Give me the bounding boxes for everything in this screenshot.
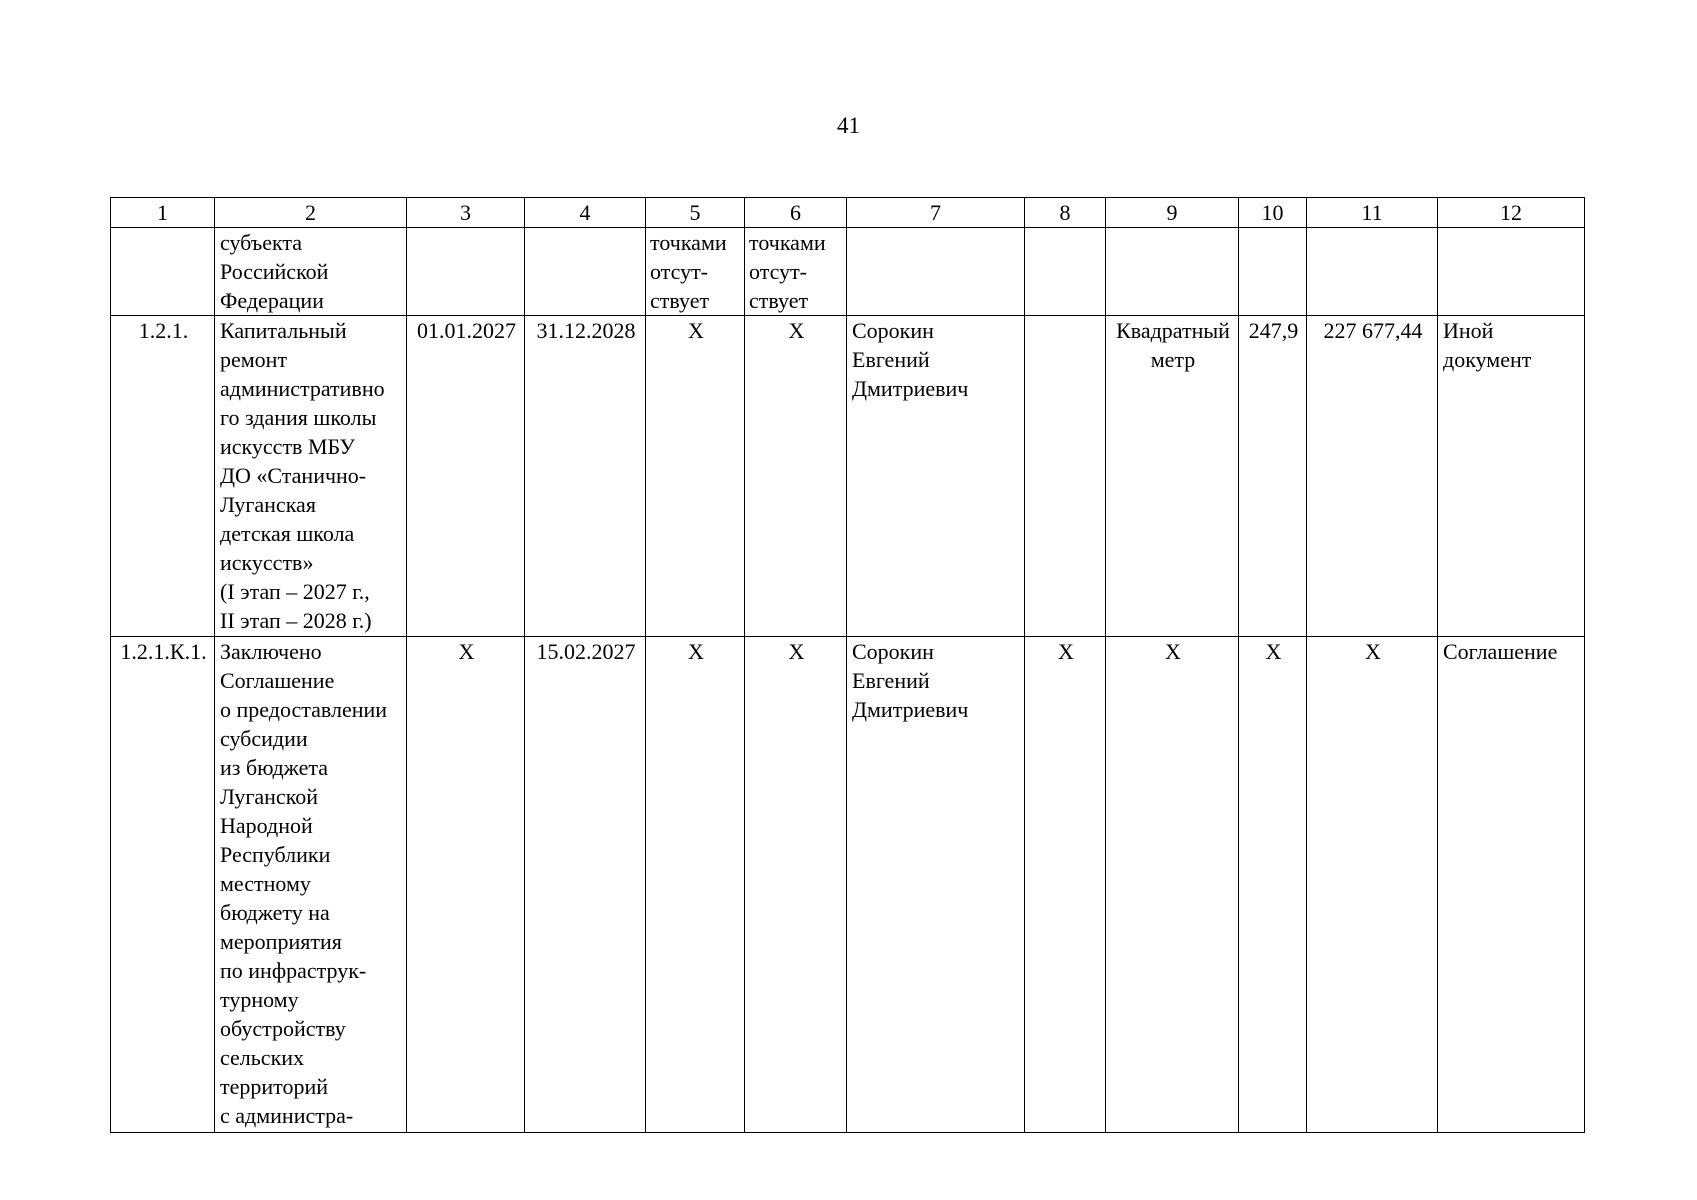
column-header: 12 [1438,198,1585,228]
column-header: 4 [525,198,646,228]
column-6-cell: X [745,316,847,637]
responsible-cell: Сорокин Евгений Дмитриевич [847,637,1025,1133]
table-row [111,228,1585,316]
document-type-cell: Иной документ [1438,316,1585,637]
responsible-cell [847,228,1025,316]
column-number-header-row [111,198,1585,228]
end-date-cell: 31.12.2028 [525,316,646,637]
column-header: 5 [646,198,745,228]
column-5-cell: точками отсут- ствует [646,228,745,316]
column-header: 3 [407,198,525,228]
table-row [111,637,1585,1133]
unit-cell [1106,228,1239,316]
column-header: 8 [1025,198,1106,228]
end-date-cell: 15.02.2027 [525,637,646,1133]
column-header: 1 [111,198,215,228]
unit-cell: X [1106,637,1239,1133]
amount-cell: X [1307,637,1438,1133]
amount-cell [1307,228,1438,316]
responsible-cell: Сорокин Евгений Дмитриевич [847,316,1025,637]
row-number-cell: 1.2.1.К.1. [111,637,215,1133]
description-cell: Заключено Соглашение о предоставлении субсидии из бюджета Луганской Народной Республики местному бюджету на мероприятия по инфраструк- турному обустройству сельских территорий с администра- [215,637,407,1133]
start-date-cell: X [407,637,525,1133]
start-date-cell: 01.01.2027 [407,316,525,637]
column-header: 10 [1239,198,1307,228]
column-8-cell: X [1025,637,1106,1133]
description-cell: Капитальный ремонт административно го здания школы искусств МБУ ДО «Станично- Луганская детская школа искусств» (I этап – 2027 г., II этап – 2028 г.) [215,316,407,637]
value-cell [1239,228,1307,316]
page-number: 41 [837,113,860,138]
row-number-cell [111,228,215,316]
column-6-cell: X [745,637,847,1133]
column-header: 6 [745,198,847,228]
value-cell: X [1239,637,1307,1133]
column-header: 7 [847,198,1025,228]
start-date-cell [407,228,525,316]
document-type-cell: Соглашение [1438,637,1585,1133]
document-type-cell [1438,228,1585,316]
unit-cell: Квадратный метр [1106,316,1239,637]
value-cell: 247,9 [1239,316,1307,637]
table-row [111,316,1585,637]
column-header: 2 [215,198,407,228]
description-cell: субъекта Российской Федерации [215,228,407,316]
column-header: 9 [1106,198,1239,228]
column-8-cell [1025,228,1106,316]
column-6-cell: точками отсут- ствует [745,228,847,316]
row-number-cell: 1.2.1. [111,316,215,637]
column-5-cell: X [646,316,745,637]
column-header: 11 [1307,198,1438,228]
document-table [110,197,1585,1133]
end-date-cell [525,228,646,316]
column-8-cell [1025,316,1106,637]
column-5-cell: X [646,637,745,1133]
amount-cell: 227 677,44 [1307,316,1438,637]
